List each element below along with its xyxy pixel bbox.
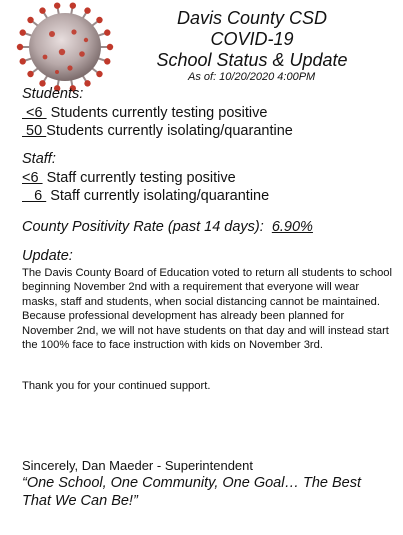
staff-isolating-count: 6 — [22, 188, 47, 204]
students-positive-text: Students currently testing positive — [46, 105, 268, 121]
students-isolating-line — [22, 123, 293, 139]
positivity-rate-value: 6.90% — [271, 219, 313, 235]
staff-positive-count: <6 — [22, 170, 43, 186]
coronavirus-icon — [12, 2, 118, 92]
staff-label: Staff: — [22, 151, 56, 167]
students-label: Students: — [22, 86, 84, 102]
staff-isolating-line — [22, 188, 269, 204]
positivity-rate-line — [22, 219, 313, 235]
staff-positive-text: Staff currently testing positive — [42, 170, 236, 186]
positivity-rate-label: County Positivity Rate (past 14 days): — [22, 219, 272, 235]
staff-positive-line — [22, 170, 236, 186]
students-isolating-text: Students currently isolating/quarantine — [46, 123, 293, 139]
signature: Sincerely, Dan Maeder - Superintendent — [22, 458, 253, 473]
covid-title: COVID-19 — [210, 29, 294, 49]
district-name: Davis County CSD — [176, 8, 328, 28]
students-positive-line — [22, 105, 267, 121]
thanks-text: Thank you for your continued support. — [22, 380, 211, 392]
students-positive-count: <6 — [22, 105, 47, 121]
as-of-date: As of: 10/20/2020 4:00PM — [188, 71, 316, 83]
staff-isolating-text: Staff currently isolating/quarantine — [46, 188, 270, 204]
update-body: The Davis County Board of Education voted to return all students to school beginning November 2nd with a requirement that everyone will wear masks, staff and students, when social distancing cannot be maintained. Because professional development has already been planned for November 2nd, we will not have students on that day and will instead start the 100% face to face instruction with kids on November 3rd. — [22, 267, 393, 352]
status-title: School Status & Update — [156, 50, 348, 70]
update-label: Update: — [22, 248, 73, 264]
school-motto: “One School, One Community, One Goal… The Best That We Can Be!” — [22, 475, 362, 509]
students-isolating-count: 50 — [22, 123, 47, 139]
